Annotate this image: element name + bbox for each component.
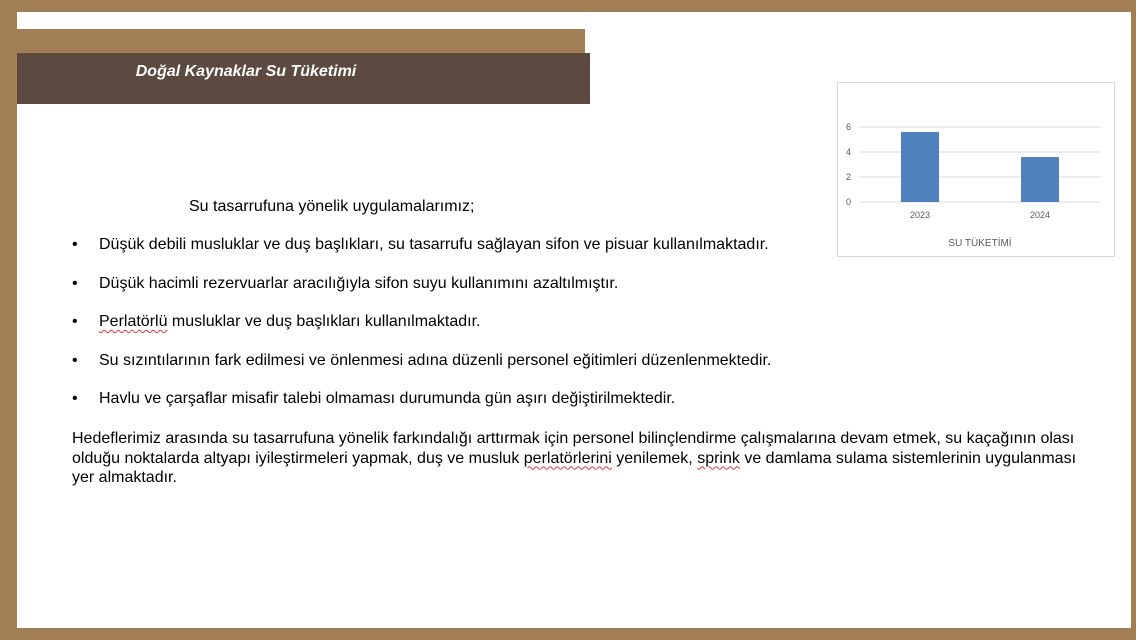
- y-tick-label: 6: [845, 122, 851, 132]
- x-tick-label: 2023: [909, 210, 931, 220]
- list-item: [72, 313, 832, 352]
- chart-canvas: [838, 83, 1114, 256]
- goals-paragraph: Hedeflerimiz arasında su tasarrufuna yönelik farkındalığı arttırmak için personel bilinçlendirme çalışmalarına devam etmek, su kaçağının olası olduğu noktalarda altyapı iyileştirmeleri yapmak, duş ve musluk perlatörlerini yenilemek, sprink ve damlama sulama sistemlerinin uygulanması yer almaktadır.: [72, 430, 1077, 486]
- bar-2023: [901, 132, 939, 202]
- bullet-text: Düşük hacimli rezervuarlar aracılığıyla sifon suyu kullanımını azaltılmıştır.: [99, 274, 619, 292]
- list-item: [72, 275, 832, 314]
- list-item: [72, 352, 832, 391]
- list-item: [72, 390, 832, 429]
- intro-text: Su tasarrufuna yönelik uygulamalarımız;: [189, 198, 475, 215]
- x-axis-title: SU TÜKETİMİ: [948, 238, 1012, 249]
- y-tick-label: 2: [845, 172, 851, 182]
- bullet-dot-icon: •: [72, 313, 78, 330]
- x-tick-label: 2024: [1029, 210, 1051, 220]
- spellcheck-mark: sprink: [697, 449, 740, 467]
- bullet-text: Perlatörlü musluklar ve duş başlıkları kullanılmaktadır.: [99, 313, 481, 330]
- spellcheck-mark: Perlatörlü: [99, 313, 168, 330]
- bullet-text: Düşük debili musluklar ve duş başlıkları, su tasarrufu sağlayan sifon ve pisuar kullanılmaktadır.: [99, 236, 769, 253]
- bullet-list: [72, 236, 832, 429]
- title-accent-bar: [17, 29, 585, 54]
- bullet-dot-icon: •: [72, 274, 78, 292]
- list-item: [72, 236, 832, 275]
- water-consumption-chart[interactable]: [837, 82, 1115, 257]
- y-tick-label: 0: [845, 197, 851, 207]
- spellcheck-mark: perlatörlerini: [523, 449, 612, 467]
- bullet-text: Su sızıntılarının fark edilmesi ve önlenmesi adına düzenli personel eğitimleri düzenlenmektedir.: [99, 351, 772, 369]
- title-banner: [17, 53, 590, 104]
- bullet-dot-icon: •: [72, 390, 78, 407]
- bullet-dot-icon: •: [72, 236, 78, 253]
- page-title: Doğal Kaynaklar Su Tüketimi: [135, 63, 357, 80]
- bar-2024: [1021, 157, 1059, 202]
- bullet-dot-icon: •: [72, 351, 78, 369]
- bullet-text: Havlu ve çarşaflar misafir talebi olmaması durumunda gün aşırı değiştirilmektedir.: [99, 390, 676, 407]
- slide: [17, 12, 1131, 628]
- y-tick-label: 4: [845, 147, 851, 157]
